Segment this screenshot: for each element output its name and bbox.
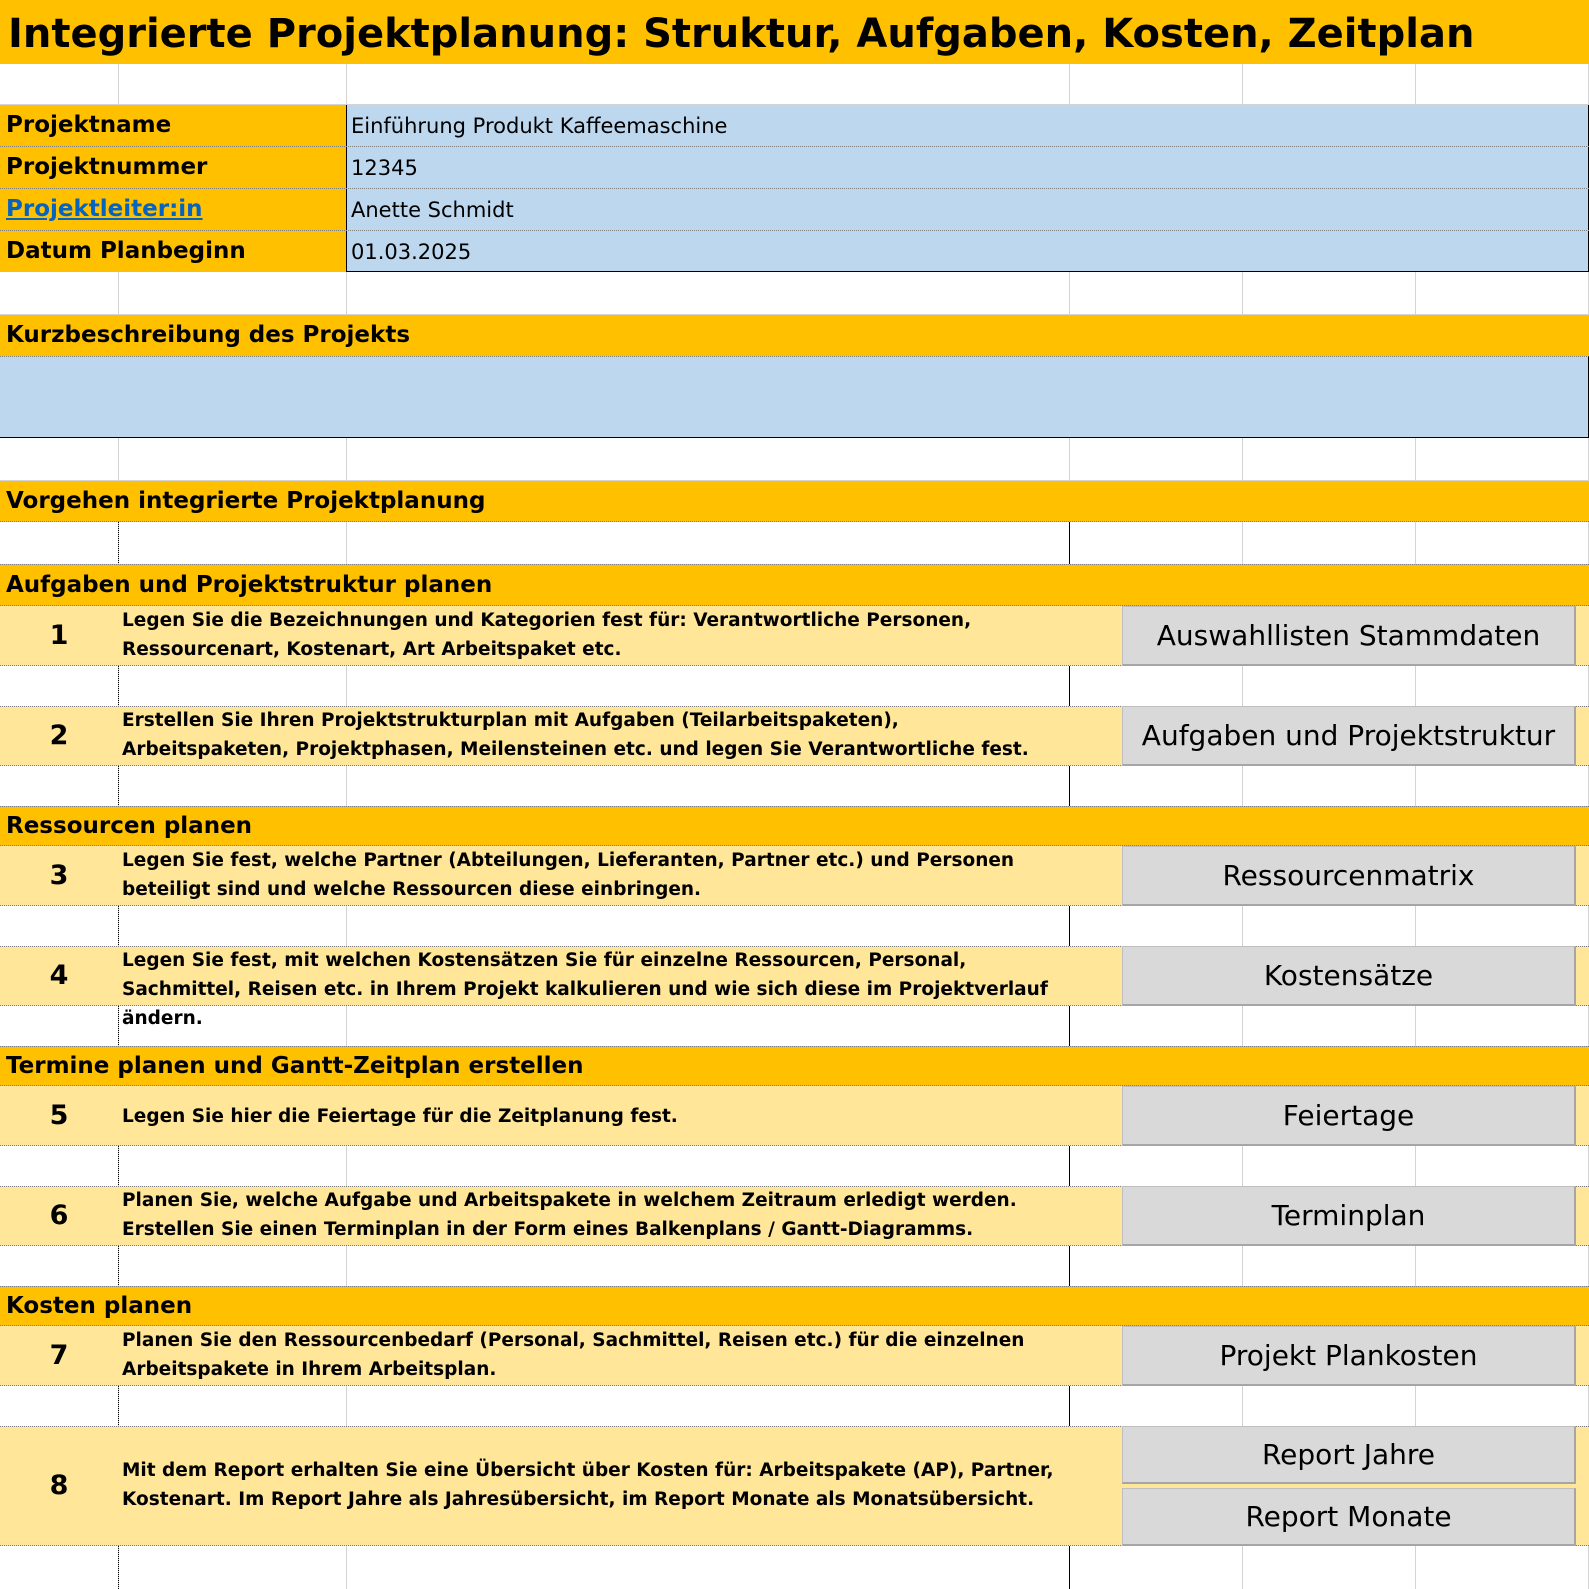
resource-matrix-button[interactable]: Ressourcenmatrix (1122, 846, 1576, 906)
step-number: 2 (49, 720, 69, 751)
row-divider (0, 230, 1589, 231)
procedure-title: Vorgehen integrierte Projektplanung (6, 488, 486, 514)
step-description: Erstellen Sie Ihren Projektstrukturplan mit Aufgaben (Teilarbeitspaketen), Arbeitspaketen, Projektphasen, Meilensteinen etc. und legen Sie Verantwortliche fest. (122, 710, 1029, 760)
step-description: Mit dem Report erhalten Sie eine Übersicht über Kosten für: Arbeitspakete (AP), Partner, Kostenart. Im Report Jahre als Jahresübersicht, im Report Monate als Monatsübersicht. (122, 1460, 1054, 1510)
step-description: Legen Sie die Bezeichnungen und Kategorien fest für: Verantwortliche Personen, Ressourcenart, Kostenart, Art Arbeitspaket etc. (122, 610, 972, 660)
step-description: Legen Sie fest, mit welchen Kostensätzen Sie für einzelne Ressourcen, Personal, Sachmittel, Reisen etc. in Ihrem Projekt kalkulieren und wie sich diese im Projektverlauf ändern. (122, 950, 1048, 1029)
description-field[interactable] (0, 356, 1589, 438)
project-name-label: Projektname (6, 112, 172, 138)
project-number-label: Projektnummer (6, 154, 208, 180)
step-number: 4 (49, 960, 69, 991)
section-title: Aufgaben und Projektstruktur planen (6, 572, 493, 598)
page-title: Integrierte Projektplanung: Struktur, Aufgaben, Kosten, Zeitplan (8, 11, 1475, 57)
project-plan-costs-button[interactable]: Projekt Plankosten (1122, 1326, 1576, 1386)
master-data-lists-button[interactable]: Auswahllisten Stammdaten (1122, 606, 1576, 666)
row-divider (0, 146, 1589, 147)
plan-start-date-label: Datum Planbeginn (6, 238, 246, 264)
section-header (0, 1286, 1589, 1326)
tasks-project-structure-button[interactable]: Aufgaben und Projektstruktur (1122, 706, 1576, 766)
plan-start-date-value[interactable]: 01.03.2025 (351, 240, 472, 264)
step-description: Legen Sie hier die Feiertage für die Zeitplanung fest. (122, 1106, 678, 1127)
step-number: 5 (49, 1100, 69, 1131)
schedule-button[interactable]: Terminplan (1122, 1186, 1576, 1246)
step-number: 3 (49, 860, 69, 891)
section-title: Kosten planen (6, 1293, 193, 1319)
grid-row-line (0, 480, 1589, 481)
section-title: Termine planen und Gantt-Zeitplan erstellen (6, 1053, 584, 1079)
grid-row-line (0, 314, 1589, 315)
row-divider (0, 188, 1589, 189)
report-years-button[interactable]: Report Jahre (1122, 1426, 1576, 1484)
step-description: Legen Sie fest, welche Partner (Abteilungen, Lieferanten, Partner etc.) und Personen beteiligt sind und welche Ressourcen diese einbringen. (122, 850, 1015, 900)
step-description: Planen Sie, welche Aufgabe und Arbeitspakete in welchem Zeitraum erledigt werden. Erstellen Sie einen Terminplan in der Form eines Balkenplans / Gantt-Diagramms. (122, 1190, 1017, 1240)
step-number: 1 (49, 620, 69, 651)
project-leader-link[interactable]: Projektleiter:in (6, 196, 203, 222)
project-number-value[interactable]: 12345 (351, 156, 418, 180)
step-description: Planen Sie den Ressourcenbedarf (Personal, Sachmittel, Reisen etc.) für die einzelnen Arbeitspakete in Ihrem Arbeitsplan. (122, 1330, 1025, 1380)
grid-row-line (0, 104, 1589, 105)
report-months-button[interactable]: Report Monate (1122, 1488, 1576, 1546)
cost-rates-button[interactable]: Kostensätze (1122, 946, 1576, 1006)
step-number: 8 (49, 1470, 69, 1501)
description-title: Kurzbeschreibung des Projekts (6, 322, 411, 348)
holidays-button[interactable]: Feiertage (1122, 1086, 1576, 1146)
project-name-value[interactable]: Einführung Produkt Kaffeemaschine (351, 114, 728, 138)
section-title: Ressourcen planen (6, 813, 253, 839)
step-number: 6 (49, 1200, 69, 1231)
project-leader-value[interactable]: Anette Schmidt (351, 198, 514, 222)
step-number: 7 (49, 1340, 69, 1371)
